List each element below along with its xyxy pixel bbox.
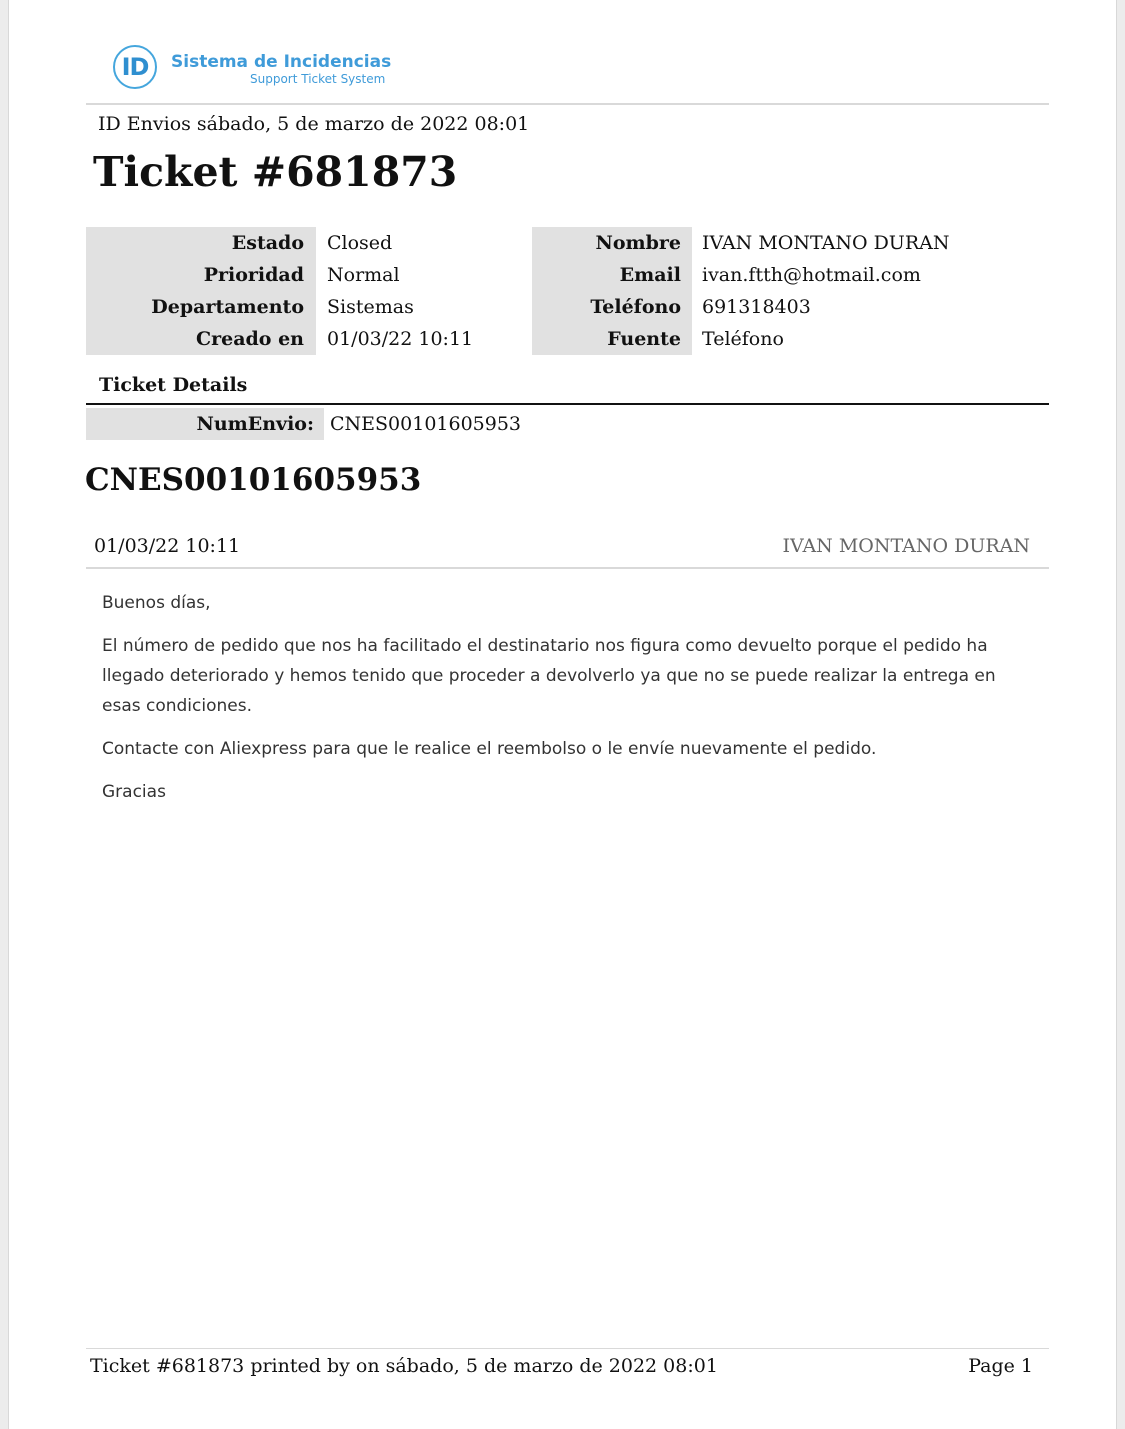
footer-page-number: Page 1 [968, 1355, 1033, 1377]
meta-value-telefono: 691318403 [702, 296, 811, 318]
footer-divider [86, 1348, 1049, 1349]
printed-page [8, 0, 1117, 1429]
meta-value-creado: 01/03/22 10:11 [327, 328, 474, 350]
logo-subtitle: Support Ticket System [250, 72, 386, 86]
meta-value-nombre: IVAN MONTANO DURAN [702, 232, 950, 254]
meta-label-nombre: Nombre [595, 232, 681, 254]
ticket-details-title: Ticket Details [99, 374, 248, 396]
message-paragraph: Gracias [102, 782, 166, 802]
footer-printed-info: Ticket #681873 printed by on sábado, 5 de marzo de 2022 08:01 [90, 1355, 718, 1377]
message-paragraph: Buenos días, [102, 593, 211, 613]
meta-value-departamento: Sistemas [327, 296, 414, 318]
meta-value-email: ivan.ftth@hotmail.com [702, 264, 921, 286]
meta-label-email: Email [619, 264, 681, 286]
thread-subject: CNES00101605953 [85, 462, 422, 498]
meta-value-fuente: Teléfono [702, 328, 784, 350]
meta-label-prioridad: Prioridad [203, 264, 304, 286]
meta-label-departamento: Departamento [151, 296, 304, 318]
ticket-title: Ticket #681873 [93, 148, 458, 196]
message-paragraph: El número de pedido que nos ha facilitado el destinatario nos figura como devuelto porque el pedido ha llegado deteriorado y hemos tenido que proceder a devolverlo ya que no se puede realizar la entrega en esas condiciones. [102, 636, 996, 716]
message-body [102, 588, 1032, 820]
ticket-meta-right [532, 227, 1052, 355]
message-paragraph: Contacte con Aliexpress para que le realice el reembolso o le envíe nuevamente el pedido. [102, 739, 877, 759]
ticket-meta-left [86, 227, 516, 355]
meta-value-prioridad: Normal [327, 264, 400, 286]
message-author: IVAN MONTANO DURAN [782, 535, 1030, 557]
numenvio-label: NumEnvio: [86, 408, 324, 440]
meta-value-estado: Closed [327, 232, 393, 254]
meta-label-fuente: Fuente [607, 328, 681, 350]
logo-id-icon: ID [113, 45, 157, 89]
meta-label-telefono: Teléfono [590, 296, 681, 318]
logo-title: Sistema de Incidencias [171, 52, 392, 72]
message-date: 01/03/22 10:11 [94, 535, 241, 557]
meta-label-creado: Creado en [195, 328, 304, 350]
meta-label-estado: Estado [231, 232, 304, 254]
numenvio-value: CNES00101605953 [330, 413, 522, 435]
header-divider [86, 103, 1049, 105]
message-divider [86, 567, 1049, 569]
header-line: ID Envios sábado, 5 de marzo de 2022 08:01 [98, 113, 530, 135]
details-divider [86, 403, 1049, 405]
